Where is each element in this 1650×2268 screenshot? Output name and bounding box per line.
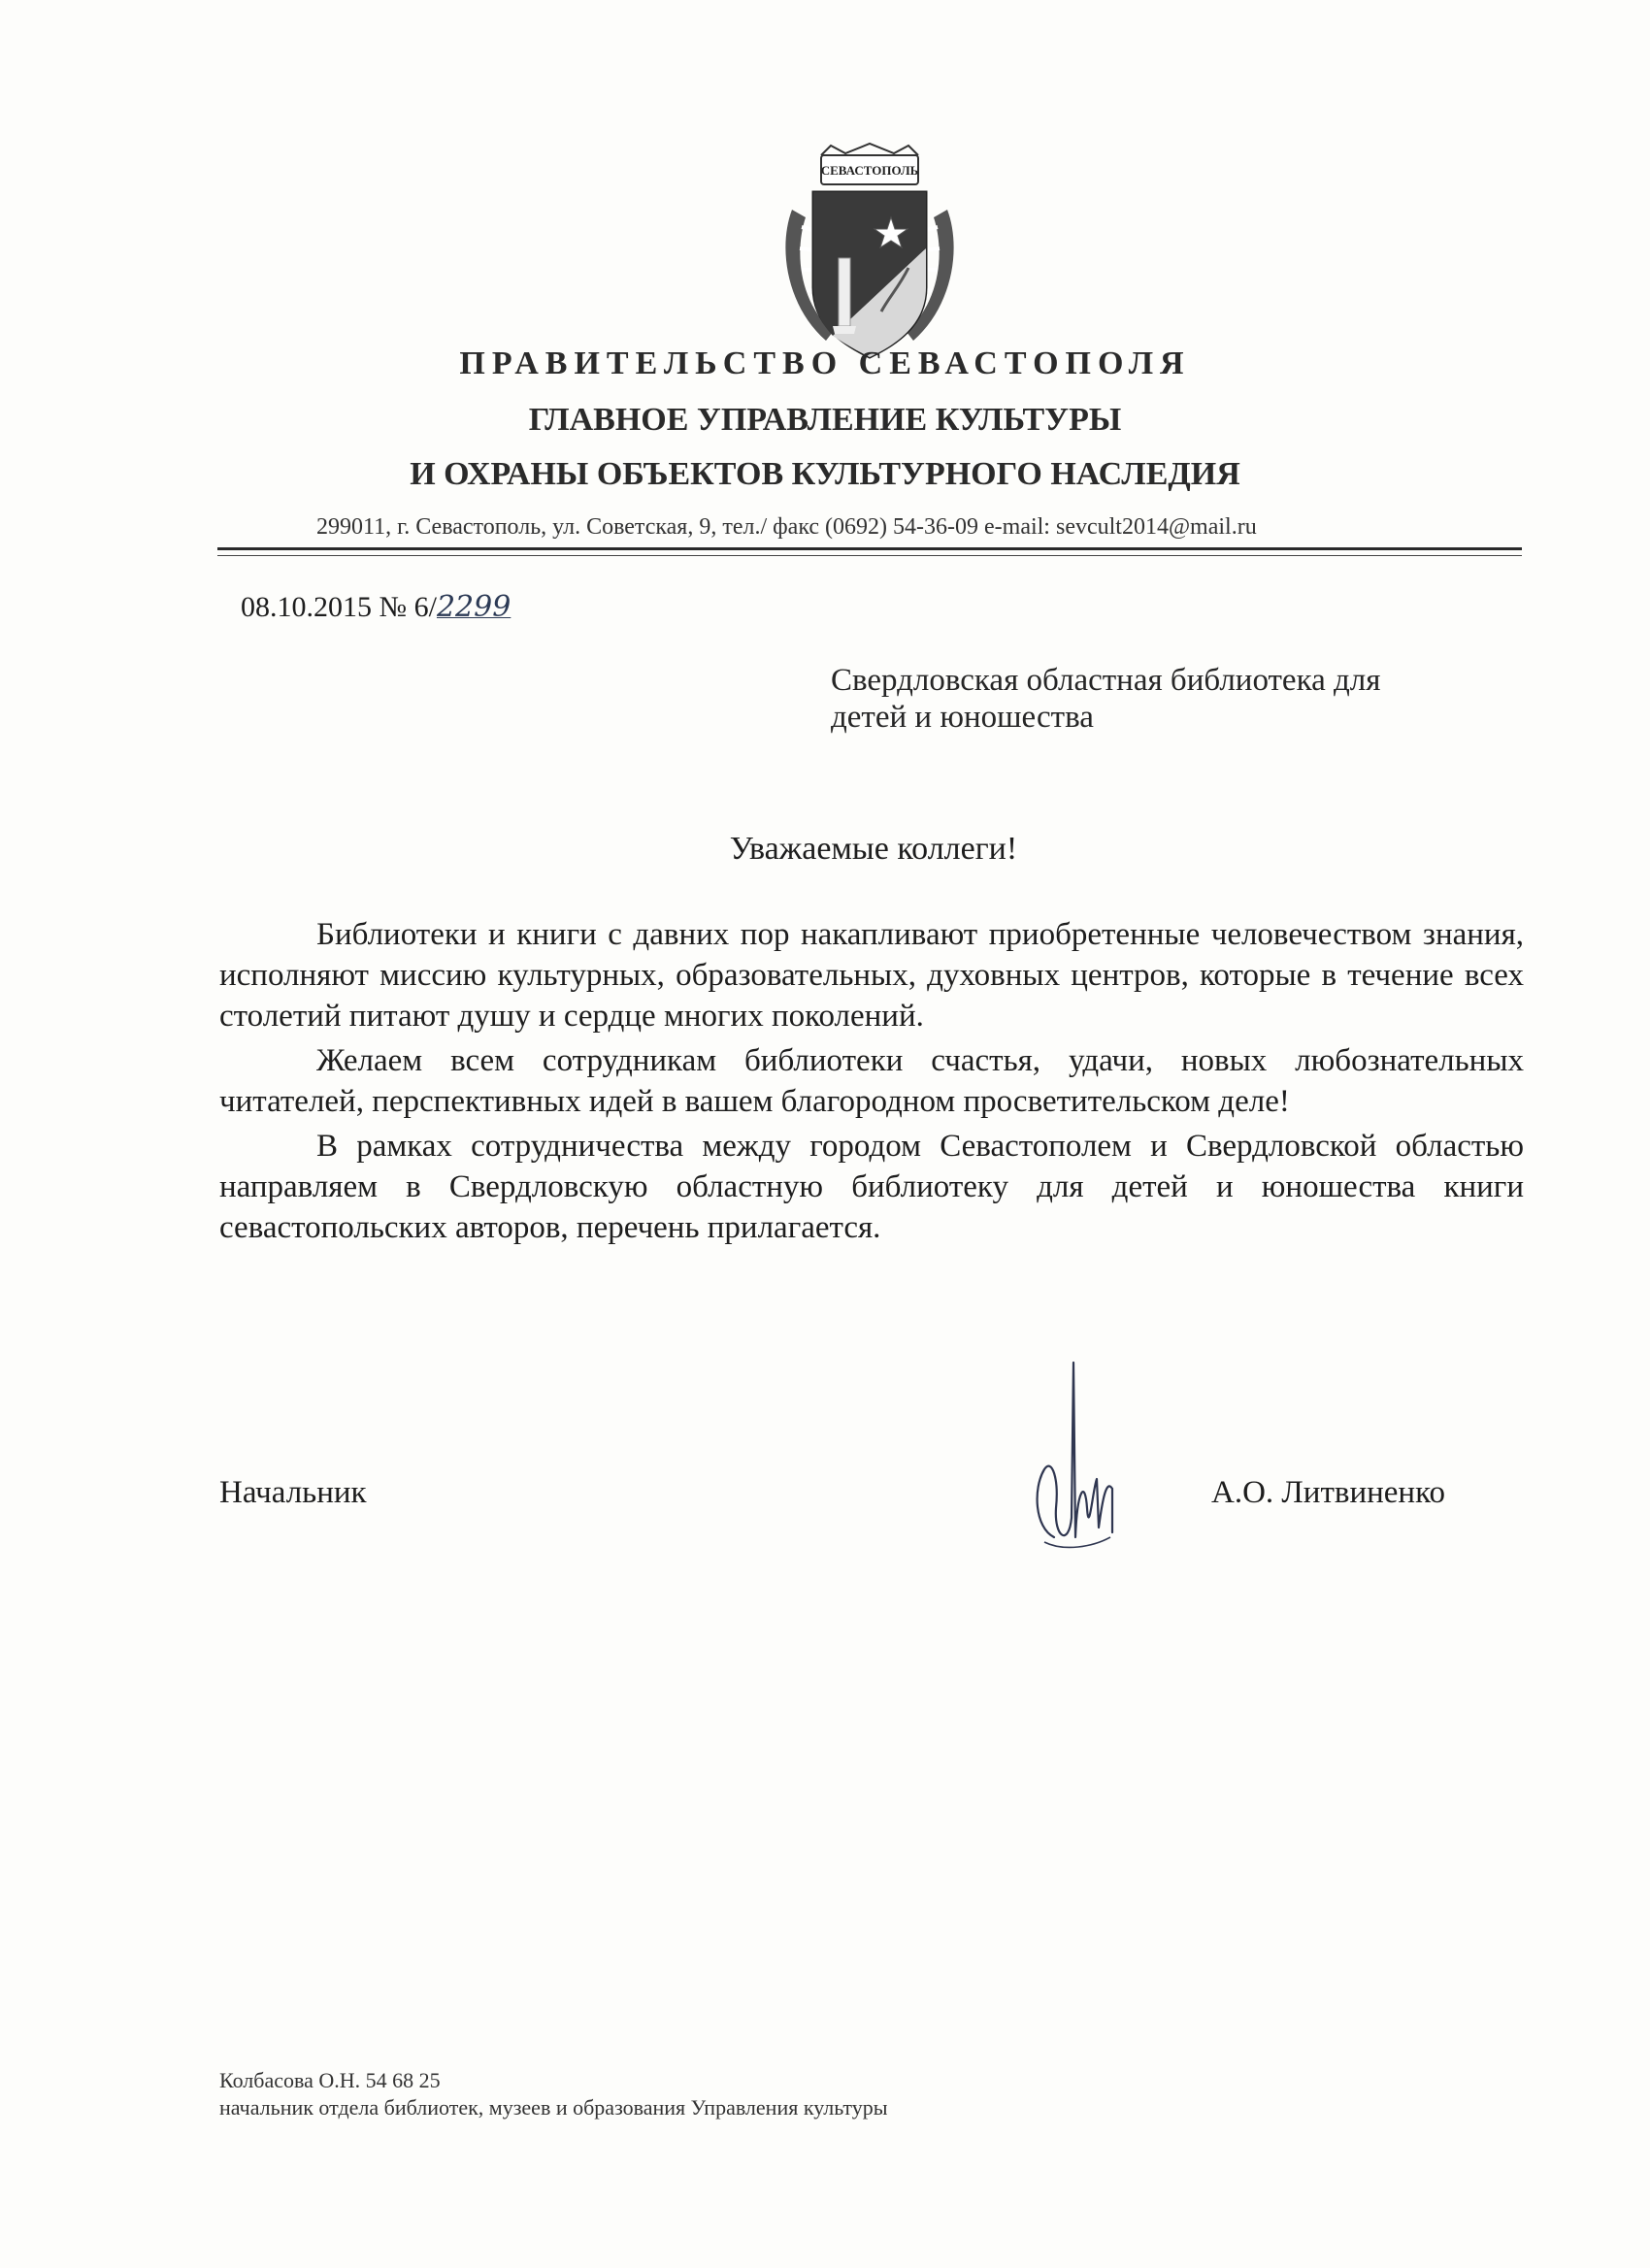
letterhead-rule-thin bbox=[217, 555, 1522, 556]
addressee-line-1: Свердловская областная библиотека для bbox=[831, 663, 1381, 698]
body-paragraph: Желаем всем сотрудникам библиотеки счастья, удачи, новых любознательных читателей, перспективных идей в вашем благородном просветительском деле! bbox=[219, 1043, 1524, 1119]
contact-footer bbox=[219, 2067, 888, 2121]
letterhead-address: 299011, г. Севастополь, ул. Советская, 9, тел./ факс (0692) 54-36-09 e-mail: sevcult2014@mail.ru bbox=[316, 514, 1257, 540]
department-name-line-2: И ОХРАНЫ ОБЪЕКТОВ КУЛЬТУРНОГО НАСЛЕДИЯ bbox=[410, 456, 1240, 492]
addressee-block bbox=[831, 662, 1510, 736]
coat-of-arms-emblem bbox=[773, 142, 967, 375]
department-name-line-1: ГЛАВНОЕ УПРАВЛЕНИЕ КУЛЬТУРЫ bbox=[528, 402, 1122, 438]
document-reference bbox=[241, 590, 511, 624]
contact-line-1: Колбасова О.Н. 54 68 25 bbox=[219, 2068, 441, 2092]
handwritten-signature bbox=[1015, 1343, 1132, 1605]
reference-handwritten-number: 2299 bbox=[436, 590, 512, 624]
addressee-line-2: детей и юношества bbox=[831, 700, 1094, 735]
contact-line-2: начальник отдела библиотек, музеев и образования Управления культуры bbox=[219, 2095, 888, 2120]
signer-position: Начальник bbox=[219, 1475, 367, 1510]
reference-date-number: 08.10.2015 № 6/ bbox=[241, 591, 437, 623]
salutation: Уважаемые коллеги! bbox=[729, 831, 1018, 867]
letter-body bbox=[219, 914, 1524, 1252]
signer-name: А.О. Литвиненко bbox=[1211, 1475, 1445, 1510]
government-name: ПРАВИТЕЛЬСТВО СЕВАСТОПОЛЯ bbox=[459, 345, 1191, 381]
body-paragraph: Библиотеки и книги с давних пор накапливают приобретенные человечеством знания, исполняют миссию культурных, образовательных, духовных центров, которые в течение всех столетий питают душу и сердце многих поколений. bbox=[219, 917, 1524, 1034]
body-paragraph: В рамках сотрудничества между городом Севастополем и Свердловской областью направляем в Свердловскую областную библиотеку для детей и юношества книги севастопольских авторов, перечень прилагается. bbox=[219, 1129, 1524, 1245]
crest-motto-text: СЕВАСТОПОЛЬ bbox=[820, 163, 919, 178]
letterhead-rule-thick bbox=[217, 547, 1522, 550]
